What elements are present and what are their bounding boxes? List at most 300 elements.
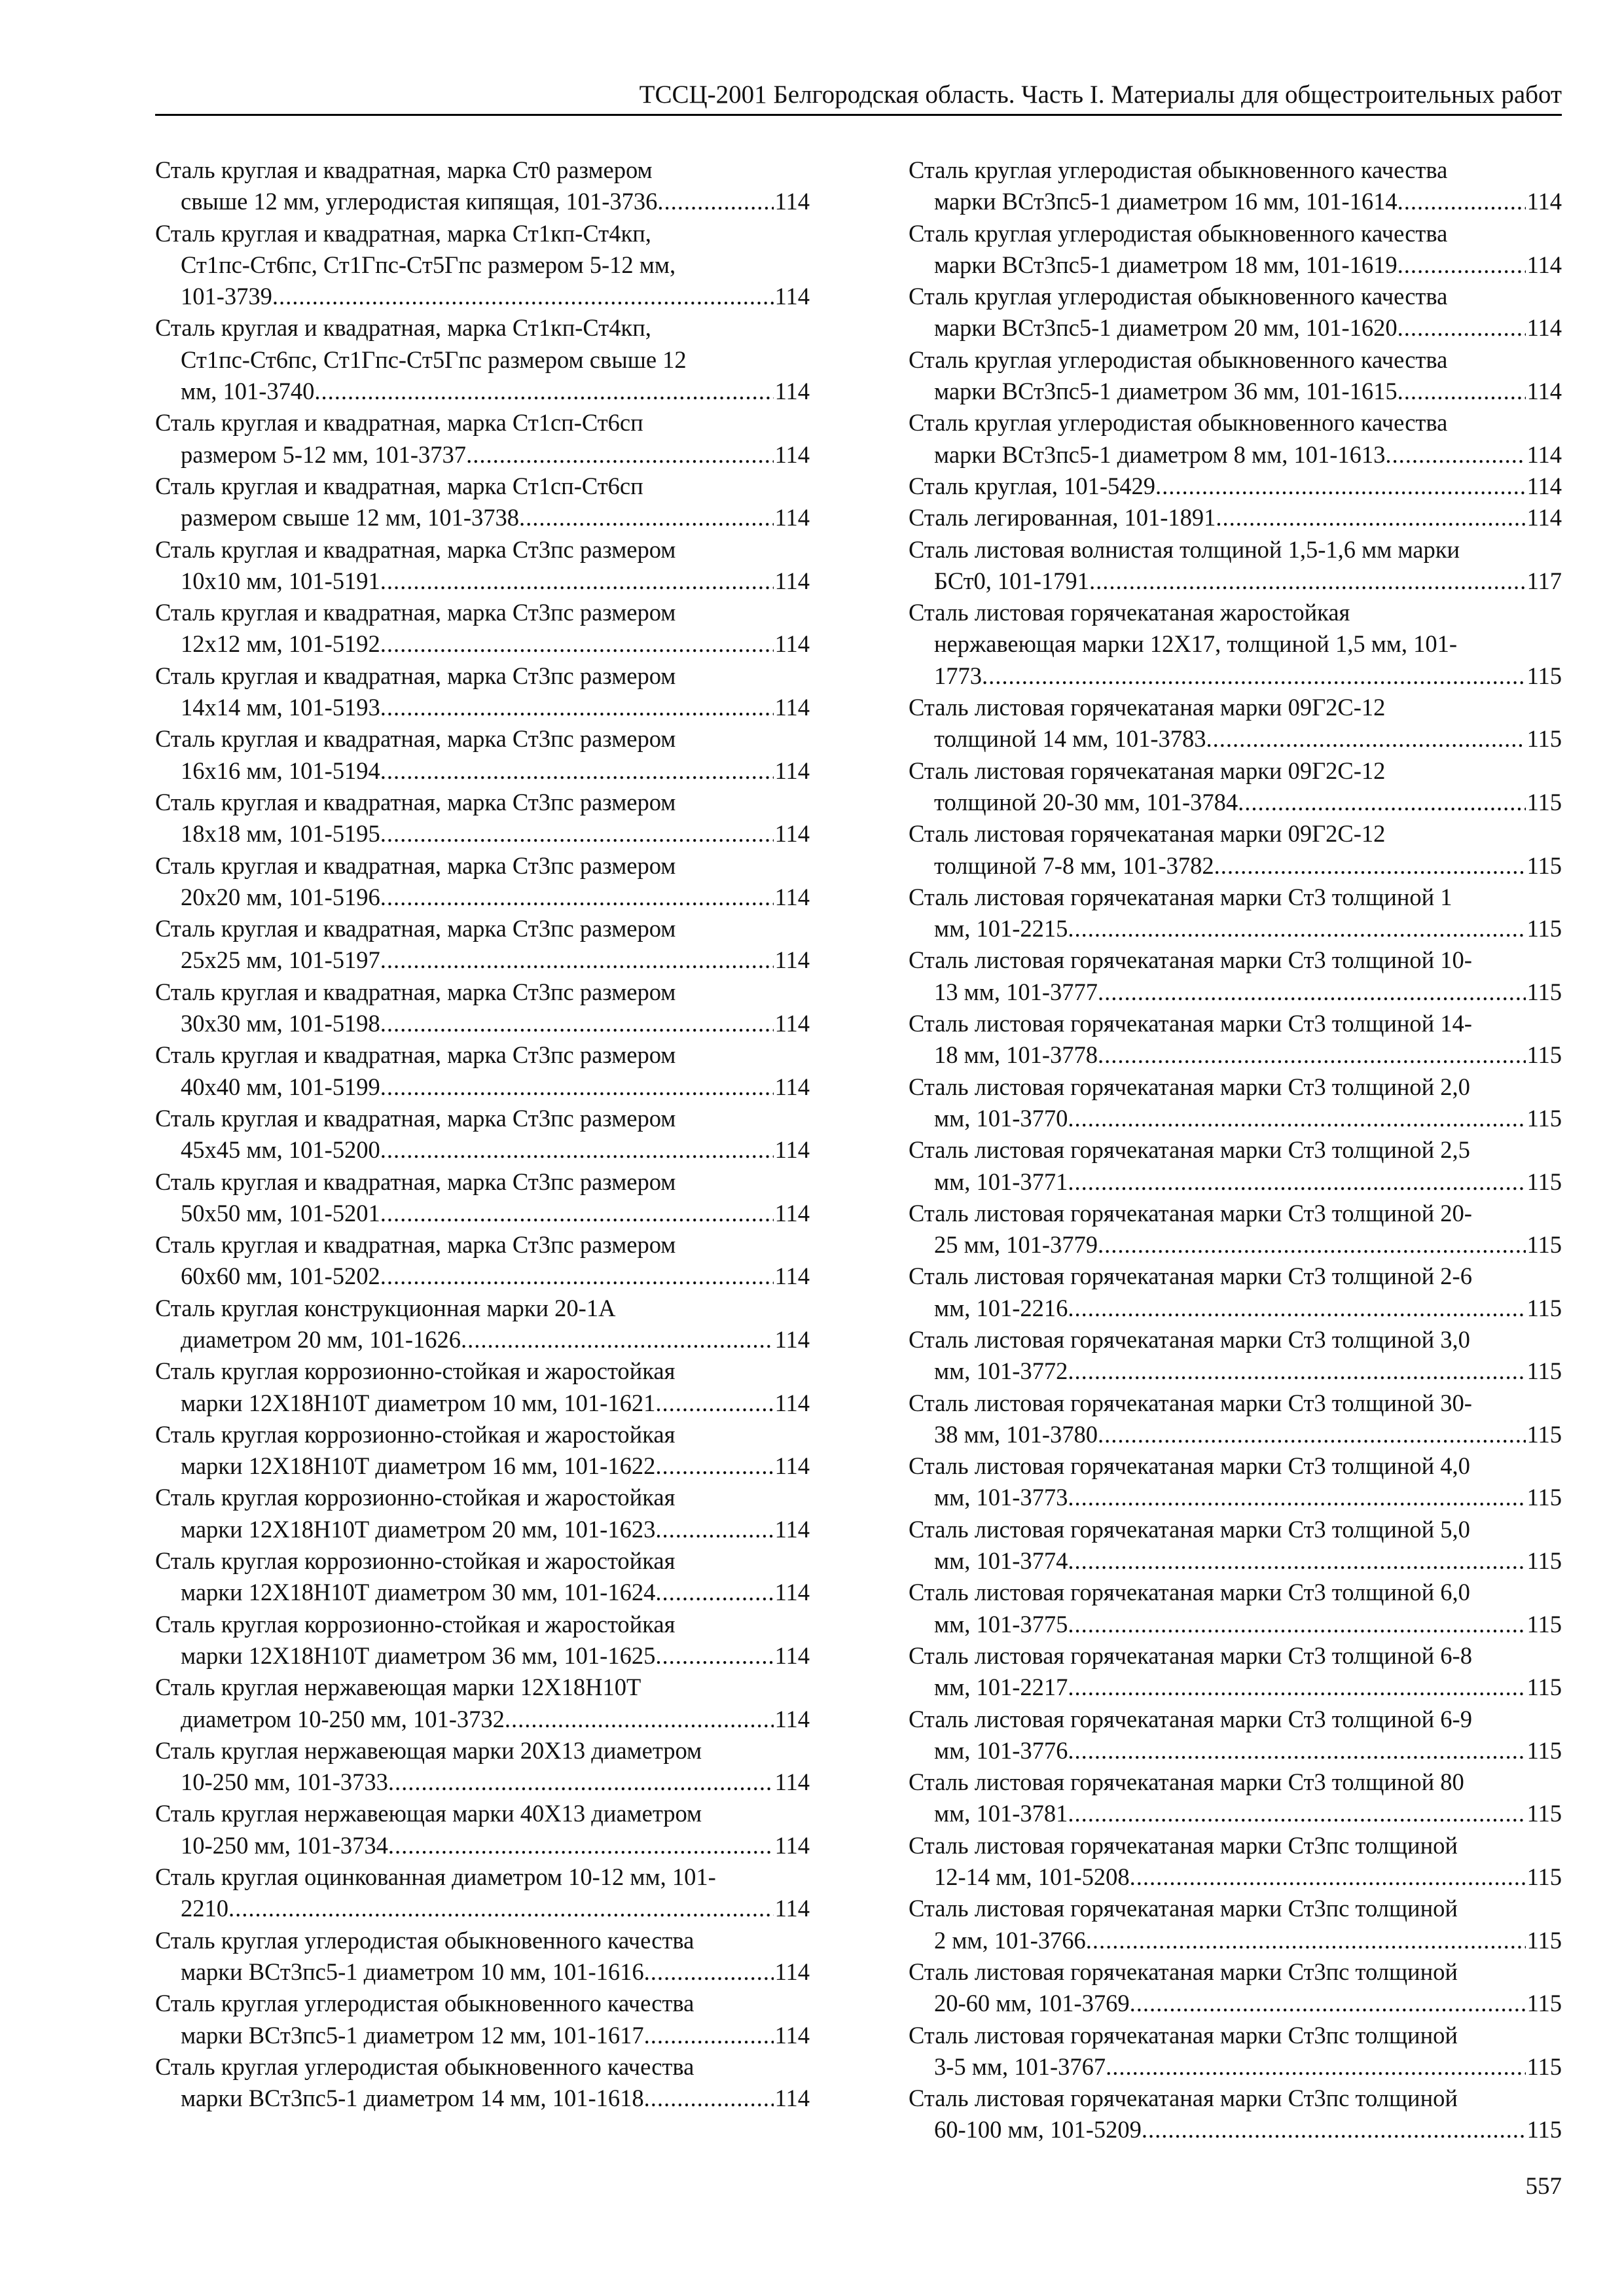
index-entry <box>909 755 1562 819</box>
index-entry-last-line <box>909 1545 1562 1577</box>
index-entry <box>909 1704 1562 1767</box>
index-entry-last-line <box>909 1419 1562 1450</box>
index-entry-text: Сталь круглая углеродистая обыкновенного качества <box>909 219 1448 247</box>
index-entry-page: 114 <box>774 1895 810 1922</box>
index-entry-text: Сталь круглая и квадратная, марка Ст0 размером <box>155 156 653 183</box>
index-entry-last-line <box>909 439 1562 471</box>
index-entry-text: Сталь круглая коррозионно-стойкая и жаростойкая <box>155 1547 676 1575</box>
dot-leader <box>1068 1355 1525 1387</box>
index-entry-text: марки ВСт3пс5-1 диаметром 14 мм, 101-1618 <box>181 2085 644 2112</box>
index-entry-text: Сталь листовая горячекатаная марки Ст3 толщиной 20- <box>909 1199 1472 1227</box>
index-entry-text: свыше 12 мм, углеродистая кипящая, 101-3736 <box>181 188 658 215</box>
index-entry-text: 1773 <box>934 662 982 689</box>
index-entry <box>155 660 810 724</box>
dot-leader <box>644 2083 774 2114</box>
index-entry-page: 115 <box>1526 2053 1562 2080</box>
index-entry-text: Сталь круглая и квадратная, марка Ст3пс размером <box>155 978 676 1005</box>
index-entry-last-line <box>155 186 810 217</box>
dot-leader <box>1068 1609 1525 1640</box>
index-entry-last-line <box>155 565 810 597</box>
dot-leader <box>380 882 774 913</box>
index-entry-text: Сталь листовая горячекатаная марки Ст3пс толщиной <box>909 2021 1458 2049</box>
index-entry <box>909 407 1562 471</box>
index-entry-page: 114 <box>1526 378 1562 405</box>
dot-leader <box>380 692 774 723</box>
index-entry-last-line <box>155 1830 810 1861</box>
index-entry-page: 114 <box>774 1199 810 1227</box>
index-entry-last-line <box>155 628 810 660</box>
index-entry <box>155 1735 810 1799</box>
index-entry-last-line <box>909 1861 1562 1893</box>
dot-leader <box>1214 850 1526 882</box>
index-entry-last-line <box>909 1735 1562 1767</box>
index-entry-text: марки ВСт3пс5-1 диаметром 18 мм, 101-1619 <box>934 251 1398 278</box>
index-entry-text: Сталь круглая углеродистая обыкновенного качества <box>909 283 1448 310</box>
index-entry-last-line <box>909 723 1562 755</box>
index-entry <box>155 218 810 313</box>
index-entry-text: марки ВСт3пс5-1 диаметром 36 мм, 101-1615 <box>934 378 1398 405</box>
index-entry-text: 60-100 мм, 101-5209 <box>934 2116 1142 2144</box>
dot-leader <box>380 818 774 850</box>
index-entry-last-line <box>155 1514 810 1545</box>
index-entry-page: 115 <box>1526 1610 1562 1638</box>
index-entry-text: 2210 <box>181 1895 228 1922</box>
index-entry-text: Сталь легированная, 101-1891 <box>909 504 1216 531</box>
dot-leader <box>1086 1925 1526 1956</box>
index-entry-text: Сталь листовая горячекатаная марки Ст3 толщиной 5,0 <box>909 1515 1470 1543</box>
index-entry <box>155 1798 810 1861</box>
index-entry-text: 20-60 мм, 101-3769 <box>934 1990 1130 2017</box>
index-entry-text: толщиной 7-8 мм, 101-3782 <box>934 852 1214 879</box>
index-entry-text: 20х20 мм, 101-5196 <box>181 883 380 910</box>
index-entry-last-line <box>155 1450 810 1482</box>
index-entry <box>155 407 810 471</box>
index-entry-last-line <box>155 755 810 787</box>
index-entry-text: Сталь круглая и квадратная, марка Ст3пс размером <box>155 1041 676 1069</box>
index-entry <box>155 1861 810 1925</box>
dot-leader <box>1068 1482 1525 1513</box>
index-entry-last-line <box>155 1640 810 1672</box>
index-entry-page: 114 <box>774 1325 810 1353</box>
index-entry-text: Сталь круглая углеродистая обыкновенного качества <box>909 156 1448 183</box>
index-entry-page: 114 <box>774 283 810 310</box>
index-entry-page: 114 <box>774 1579 810 1606</box>
index-entry-page: 114 <box>774 946 810 974</box>
index-entry-text: марки 12Х18Н10Т диаметром 10 мм, 101-1621 <box>181 1389 656 1416</box>
index-entry-text: Сталь круглая углеродистая обыкновенного качества <box>155 1926 695 1954</box>
dot-leader <box>388 1767 774 1798</box>
index-entry-text: мм, 101-3774 <box>934 1547 1068 1575</box>
index-entry <box>909 944 1562 1008</box>
index-entry-text: Сталь листовая горячекатаная марки Ст3 толщиной 6,0 <box>909 1579 1470 1606</box>
index-entry-page: 115 <box>1526 1800 1562 1827</box>
dot-leader <box>1098 1039 1526 1071</box>
dot-leader <box>655 1450 773 1482</box>
index-entry <box>909 1008 1562 1071</box>
index-entry-text: Ст1пс-Ст6пс, Ст1Гпс-Ст5Гпс размером свыше 12 <box>181 346 687 373</box>
index-entry <box>155 1482 810 1545</box>
index-entry-text: Сталь круглая углеродистая обыкновенного качества <box>909 346 1448 373</box>
index-entry-page: 114 <box>1526 472 1562 499</box>
index-entry-last-line <box>909 977 1562 1008</box>
index-entry-text: 25х25 мм, 101-5197 <box>181 946 380 974</box>
index-entry-text: Сталь круглая коррозионно-стойкая и жаростойкая <box>155 1420 676 1448</box>
index-entry-text: марки ВСт3пс5-1 диаметром 8 мм, 101-1613 <box>934 440 1386 468</box>
index-entry-text: Сталь круглая углеродистая обыкновенного качества <box>909 409 1448 437</box>
index-entry-text: Сталь листовая горячекатаная марки Ст3 толщиной 2,5 <box>909 1136 1470 1164</box>
index-entry <box>909 1198 1562 1261</box>
index-entry-last-line <box>155 439 810 471</box>
index-entry-last-line <box>909 1798 1562 1829</box>
index-entry-text: Сталь круглая нержавеющая марки 12Х18Н10Т <box>155 1674 641 1701</box>
index-entry-page: 114 <box>1526 314 1562 342</box>
index-entry-text: Ст1пс-Ст6пс, Ст1Гпс-Ст5Гпс размером 5-12 мм, <box>181 251 676 278</box>
dot-leader <box>1098 1419 1526 1450</box>
index-entry <box>909 2083 1562 2146</box>
index-entry-text: Сталь листовая горячекатаная марки Ст3 толщиной 6-9 <box>909 1705 1472 1732</box>
index-entry <box>155 977 810 1040</box>
index-entry-page: 115 <box>1526 725 1562 753</box>
dot-leader <box>655 1577 773 1608</box>
index-entry-text: 12-14 мм, 101-5208 <box>934 1863 1130 1891</box>
index-entry <box>155 534 810 598</box>
index-entry-text: Сталь листовая горячекатаная марки Ст3 толщиной 14- <box>909 1010 1472 1037</box>
index-entry-last-line <box>155 376 810 407</box>
index-entry-page: 117 <box>1526 567 1562 594</box>
index-entry-page: 115 <box>1526 1168 1562 1195</box>
index-entry <box>909 1450 1562 1514</box>
index-entry <box>155 312 810 407</box>
index-entry-text: Сталь круглая углеродистая обыкновенного качества <box>155 1990 695 2017</box>
index-entry-last-line <box>155 1134 810 1166</box>
index-entry-text: Сталь листовая горячекатаная марки Ст3 толщиной 3,0 <box>909 1325 1470 1353</box>
dot-leader <box>1098 977 1526 1008</box>
dot-leader <box>380 565 774 597</box>
index-entry-text: Сталь круглая и квадратная, марка Ст3пс размером <box>155 599 676 626</box>
index-entry-text: 38 мм, 101-3780 <box>934 1420 1098 1448</box>
dot-leader <box>1089 565 1526 597</box>
index-entry <box>909 502 1562 533</box>
index-entry-text: Сталь круглая и квадратная, марка Ст3пс размером <box>155 1231 676 1259</box>
dot-leader <box>1238 787 1525 818</box>
index-entry-last-line <box>155 882 810 913</box>
dot-leader <box>1398 186 1526 217</box>
index-entry-page: 114 <box>774 883 810 910</box>
index-entry <box>155 1988 810 2051</box>
dot-leader <box>1098 1229 1526 1261</box>
index-entry-text: Сталь круглая и квадратная, марка Ст3пс размером <box>155 535 676 563</box>
index-entry-page: 114 <box>1526 440 1562 468</box>
index-entry-text: диаметром 10-250 мм, 101-3732 <box>181 1705 505 1732</box>
dot-leader <box>1068 1166 1525 1198</box>
index-entry-text: Сталь листовая волнистая толщиной 1,5-1,6 мм марки <box>909 535 1460 563</box>
index-entry-last-line <box>155 1324 810 1355</box>
index-entry-text: 25 мм, 101-3779 <box>934 1231 1098 1259</box>
index-entry-last-line <box>155 281 810 312</box>
index-entry <box>909 597 1562 692</box>
index-entry-text: Сталь круглая и квадратная, марка Ст1кп-Ст4кп, <box>155 219 651 247</box>
index-entry <box>155 1166 810 1230</box>
index-entry-page: 114 <box>774 1515 810 1543</box>
index-entry-text: 60х60 мм, 101-5202 <box>181 1263 380 1290</box>
index-entry-text: Сталь круглая и квадратная, марка Ст3пс размером <box>155 852 676 879</box>
index-entry-text: Сталь листовая горячекатаная марки Ст3пс толщиной <box>909 1831 1458 1859</box>
index-entry-last-line <box>909 1229 1562 1261</box>
index-entry-last-line <box>909 1925 1562 1956</box>
dot-leader <box>1142 2114 1526 2145</box>
dot-leader <box>1068 1735 1525 1767</box>
index-entry-text: мм, 101-3781 <box>934 1800 1068 1827</box>
index-entry-text: 40х40 мм, 101-5199 <box>181 1073 380 1100</box>
dot-leader <box>380 1071 774 1103</box>
dot-leader <box>1216 502 1525 533</box>
index-entry-text: марки 12Х18Н10Т диаметром 30 мм, 101-1624 <box>181 1579 656 1606</box>
index-entry-last-line <box>909 2114 1562 2145</box>
index-entry-text: Сталь круглая и квадратная, марка Ст3пс размером <box>155 662 676 689</box>
index-entry <box>909 692 1562 755</box>
dot-leader <box>1068 1293 1525 1324</box>
index-entry-last-line <box>155 1008 810 1039</box>
index-entry-text: Сталь листовая горячекатаная марки Ст3 толщиной 1 <box>909 883 1453 910</box>
dot-leader <box>655 1514 773 1545</box>
index-entry-text: марки ВСт3пс5-1 диаметром 16 мм, 101-1614 <box>934 188 1398 215</box>
index-entry-last-line <box>909 1039 1562 1071</box>
index-entry-text: 50х50 мм, 101-5201 <box>181 1199 380 1227</box>
index-entry-text: Сталь листовая горячекатаная марки 09Г2С-12 <box>909 820 1386 848</box>
index-entry-last-line <box>155 1893 810 1924</box>
index-entry-page: 114 <box>774 1641 810 1669</box>
index-entry <box>909 1956 1562 2020</box>
index-entry-text: Сталь листовая горячекатаная марки Ст3пс толщиной <box>909 2085 1458 2112</box>
index-entry-text: БСт0, 101-1791 <box>934 567 1089 594</box>
dot-leader <box>1130 1861 1526 1893</box>
index-entry-page: 114 <box>774 440 810 468</box>
index-entry-text: мм, 101-3776 <box>934 1736 1068 1764</box>
index-entry-page: 115 <box>1526 1357 1562 1385</box>
index-entry-page: 115 <box>1526 2116 1562 2144</box>
index-entry-text: 16х16 мм, 101-5194 <box>181 757 380 784</box>
dot-leader <box>380 755 774 787</box>
index-entry-text: марки 12Х18Н10Т диаметром 20 мм, 101-1623 <box>181 1515 656 1543</box>
index-entry-text: Сталь круглая, 101-5429 <box>909 472 1155 499</box>
index-entry <box>909 1324 1562 1388</box>
index-entry <box>909 1134 1562 1198</box>
index-entry-page: 114 <box>774 2021 810 2049</box>
index-entry-text: Сталь круглая коррозионно-стойкая и жаростойкая <box>155 1484 676 1511</box>
index-entry-last-line <box>909 1482 1562 1513</box>
index-entry-text: Сталь круглая и квадратная, марка Ст1сп-Ст6сп <box>155 472 643 499</box>
dot-leader <box>1068 1103 1525 1134</box>
index-entry-last-line <box>909 312 1562 344</box>
index-entry-text: мм, 101-3770 <box>934 1104 1068 1132</box>
index-entry <box>155 913 810 977</box>
index-entry <box>155 1672 810 1735</box>
dot-leader <box>1130 1988 1526 2019</box>
index-entry-text: марки ВСт3пс5-1 диаметром 10 мм, 101-1616 <box>181 1958 644 1985</box>
index-entry-text: размером свыше 12 мм, 101-3738 <box>181 504 520 531</box>
index-entry-last-line <box>155 1704 810 1735</box>
index-entry-page: 114 <box>774 188 810 215</box>
index-entry <box>909 344 1562 408</box>
index-entry-page: 115 <box>1526 1294 1562 1321</box>
index-entry-page: 114 <box>774 1389 810 1416</box>
index-entry <box>155 1355 810 1419</box>
index-entry-last-line <box>155 944 810 976</box>
index-entry-page: 114 <box>774 1010 810 1037</box>
index-entry-page: 115 <box>1526 1104 1562 1132</box>
index-entry-text: мм, 101-2217 <box>934 1674 1068 1701</box>
dot-leader <box>644 1956 774 1988</box>
index-entry-text: Сталь листовая горячекатаная марки 09Г2С-12 <box>909 694 1386 721</box>
index-entry-last-line <box>155 1956 810 1988</box>
index-entry <box>155 1609 810 1672</box>
index-entry-page: 114 <box>774 378 810 405</box>
index-entry-text: 14х14 мм, 101-5193 <box>181 694 380 721</box>
index-entry-text: толщиной 14 мм, 101-3783 <box>934 725 1206 753</box>
index-entry <box>909 2020 1562 2083</box>
index-entry <box>909 471 1562 502</box>
index-entry <box>909 534 1562 598</box>
index-entry-last-line <box>909 1355 1562 1387</box>
index-entry-text: мм, 101-3773 <box>934 1484 1068 1511</box>
index-entry-page: 115 <box>1526 852 1562 879</box>
dot-leader <box>1068 1672 1525 1703</box>
index-entry-text: Сталь листовая горячекатаная марки Ст3 толщиной 6-8 <box>909 1641 1472 1669</box>
index-entry-last-line <box>909 660 1562 692</box>
dot-leader <box>1155 471 1526 502</box>
index-entry <box>909 818 1562 882</box>
index-entry-text: 2 мм, 101-3766 <box>934 1926 1086 1954</box>
index-entry <box>155 154 810 218</box>
index-entry-text: мм, 101-3772 <box>934 1357 1068 1385</box>
index-entry-text: Сталь круглая коррозионно-стойкая и жаростойкая <box>155 1610 676 1638</box>
index-entry <box>909 1388 1562 1451</box>
index-entry-text: Сталь круглая и квадратная, марка Ст3пс размером <box>155 1168 676 1195</box>
index-entry-last-line <box>909 1293 1562 1324</box>
index-entry-page: 114 <box>774 2085 810 2112</box>
index-entry-page: 115 <box>1526 915 1562 942</box>
index-entry-text: мм, 101-3771 <box>934 1168 1068 1195</box>
index-entry-text: Сталь листовая горячекатаная марки Ст3 толщиной 2-6 <box>909 1263 1472 1290</box>
index-entry-last-line <box>909 913 1562 944</box>
index-entry <box>909 882 1562 945</box>
index-entry-page: 114 <box>1526 188 1562 215</box>
index-entry-text: мм, 101-3740 <box>181 378 315 405</box>
index-entry-page: 114 <box>1526 504 1562 531</box>
index-entry-last-line <box>909 850 1562 882</box>
index-entry <box>909 1261 1562 1324</box>
index-entry-page: 115 <box>1526 1863 1562 1891</box>
index-entry-text: 30х30 мм, 101-5198 <box>181 1010 380 1037</box>
index-entry <box>155 2051 810 2115</box>
index-entry-last-line <box>909 787 1562 818</box>
index-entry-last-line <box>909 502 1562 533</box>
index-entry-last-line <box>909 1166 1562 1198</box>
index-entry-text: марки 12Х18Н10Т диаметром 16 мм, 101-1622 <box>181 1452 656 1480</box>
index-entry-page: 114 <box>774 1958 810 1985</box>
index-entry-text: Сталь листовая горячекатаная жаростойкая <box>909 599 1350 626</box>
index-entry <box>155 1229 810 1293</box>
dot-leader <box>380 1261 774 1292</box>
index-entry-text: диаметром 20 мм, 101-1626 <box>181 1325 461 1353</box>
index-entry-page: 115 <box>1526 1420 1562 1448</box>
index-entry-text: Сталь круглая и квадратная, марка Ст3пс размером <box>155 788 676 816</box>
dot-leader <box>1068 1798 1525 1829</box>
index-entry-page: 114 <box>774 1263 810 1290</box>
dot-leader <box>1398 249 1526 281</box>
index-entry-text: Сталь листовая горячекатаная марки 09Г2С-12 <box>909 757 1386 784</box>
index-entry-page: 114 <box>774 694 810 721</box>
index-entry <box>155 1419 810 1482</box>
index-entry <box>155 471 810 534</box>
index-entry <box>909 1071 1562 1135</box>
index-entry-text: Сталь круглая и квадратная, марка Ст3пс размером <box>155 915 676 942</box>
index-entry-page: 115 <box>1526 1674 1562 1701</box>
index-entry-page: 114 <box>774 504 810 531</box>
index-entry-last-line <box>155 502 810 533</box>
index-entry-last-line <box>155 2083 810 2114</box>
index-entry-text: Сталь круглая углеродистая обыкновенного качества <box>155 2053 695 2080</box>
index-entry-text: Сталь круглая конструкционная марки 20-1А <box>155 1294 616 1321</box>
index-entry-last-line <box>909 1988 1562 2019</box>
dot-leader <box>1068 913 1525 944</box>
index-entry-text: Сталь листовая горячекатаная марки Ст3 толщиной 30- <box>909 1389 1472 1416</box>
dot-leader <box>505 1704 774 1735</box>
index-entry-last-line <box>155 1198 810 1229</box>
index-entry-last-line <box>909 565 1562 597</box>
index-entry <box>155 850 810 914</box>
index-entry-last-line <box>909 186 1562 217</box>
index-entry-text: Сталь круглая нержавеющая марки 20Х13 диаметром <box>155 1736 702 1764</box>
index-entry-last-line <box>909 1672 1562 1703</box>
index-entry-text: Сталь круглая оцинкованная диаметром 10-12 мм, 101- <box>155 1863 716 1891</box>
index-entry-page: 115 <box>1526 1484 1562 1511</box>
index-entry <box>909 1514 1562 1577</box>
index-entry-text: 10-250 мм, 101-3734 <box>181 1831 388 1859</box>
dot-leader <box>644 2020 774 2051</box>
index-entry-page: 114 <box>774 630 810 658</box>
index-entry-text: 10х10 мм, 101-5191 <box>181 567 380 594</box>
index-entry-text: Сталь листовая горячекатаная марки Ст3 толщиной 80 <box>909 1768 1464 1796</box>
dot-leader <box>982 660 1526 692</box>
index-entry-page: 115 <box>1526 788 1562 816</box>
index-entry-text: Сталь листовая горячекатаная марки Ст3 толщиной 10- <box>909 946 1472 974</box>
index-column-left <box>155 154 810 2114</box>
index-entry-page: 114 <box>1526 251 1562 278</box>
dot-leader <box>228 1893 774 1924</box>
index-entry-page: 115 <box>1526 978 1562 1005</box>
index-entry <box>155 1545 810 1609</box>
index-entry-text: марки ВСт3пс5-1 диаметром 12 мм, 101-1617 <box>181 2021 644 2049</box>
index-entry-last-line <box>909 471 1562 502</box>
index-entry-page: 115 <box>1526 1547 1562 1575</box>
index-entry-text: 18х18 мм, 101-5195 <box>181 820 380 848</box>
index-entry <box>155 597 810 660</box>
index-entry <box>909 1893 1562 1956</box>
index-entry <box>155 1293 810 1356</box>
dot-leader <box>1106 2051 1525 2083</box>
index-entry <box>155 1103 810 1166</box>
index-entry <box>909 1767 1562 1830</box>
index-entry-text: 45х45 мм, 101-5200 <box>181 1136 380 1164</box>
index-entry-text: Сталь круглая и квадратная, марка Ст1сп-Ст6сп <box>155 409 643 437</box>
index-entry-last-line <box>155 1261 810 1292</box>
dot-leader <box>657 186 773 217</box>
index-entry-page: 115 <box>1526 1041 1562 1069</box>
dot-leader <box>1398 376 1526 407</box>
index-entry-text: 18 мм, 101-3778 <box>934 1041 1098 1069</box>
index-entry <box>155 787 810 850</box>
